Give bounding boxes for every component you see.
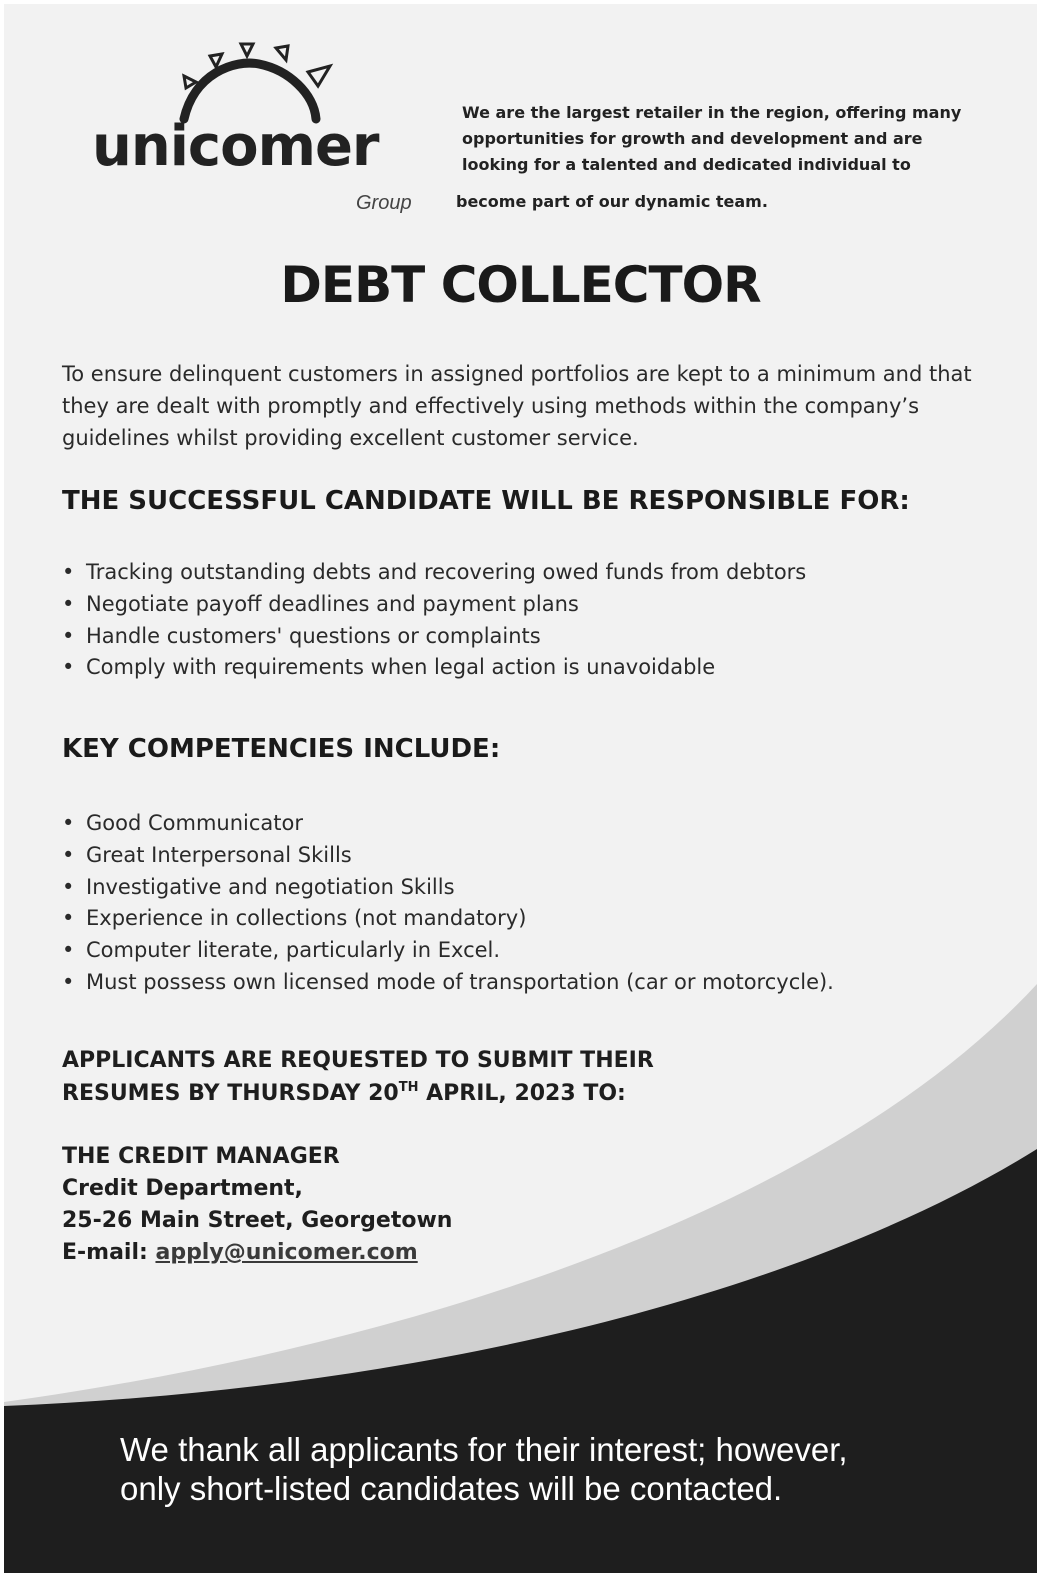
email-label: E-mail: <box>62 1240 156 1265</box>
competencies-list <box>62 808 834 999</box>
list-item-text: Tracking outstanding debts and recovering owed funds from debtors <box>86 560 807 584</box>
bullet: • <box>62 906 75 931</box>
contact-recipient: THE CREDIT MANAGER <box>62 1144 340 1169</box>
swoosh-background <box>4 4 1037 1573</box>
list-item-text: Must possess own licensed mode of transportation (car or motorcycle). <box>86 969 834 994</box>
list-item-text: Computer literate, particularly in Excel. <box>86 938 501 963</box>
list-item-text: Experience in collections (not mandatory) <box>86 906 527 931</box>
job-advertisement <box>4 4 1037 1573</box>
contact-address: 25-26 Main Street, Georgetown <box>62 1208 453 1233</box>
job-title: DEBT COLLECTOR <box>280 256 761 314</box>
responsibilities-list <box>62 557 806 684</box>
intro-line: We are the largest retailer in the region, offering many <box>462 103 962 122</box>
logo-wordmark: unicomer <box>92 114 379 179</box>
list-item-text: Comply with requirements when legal action is unavoidable <box>86 655 716 680</box>
unicomer-logo-mark <box>84 34 344 124</box>
deadline-line: APPLICANTS ARE REQUESTED TO SUBMIT THEIR <box>62 1048 654 1073</box>
list-item-text: Investigative and negotiation Skills <box>86 874 455 899</box>
bullet: • <box>62 874 75 899</box>
list-item <box>62 621 806 653</box>
list-item <box>62 557 806 589</box>
list-item <box>62 935 834 967</box>
competencies-heading: KEY COMPETENCIES INCLUDE: <box>62 734 501 764</box>
bullet: • <box>62 591 75 616</box>
list-item <box>62 840 834 872</box>
list-item <box>62 808 834 840</box>
bullet: • <box>62 842 75 867</box>
intro-line: looking for a talented and dedicated individual to <box>462 155 911 174</box>
list-item <box>62 903 834 935</box>
list-item-text: Great Interpersonal Skills <box>86 842 352 867</box>
application-deadline <box>62 1044 654 1110</box>
list-item <box>62 967 834 999</box>
bullet: • <box>62 623 75 648</box>
list-item-text: Good Communicator <box>86 811 303 835</box>
deadline-line <box>62 1077 654 1110</box>
bullet: • <box>62 811 75 835</box>
contact-department: Credit Department, <box>62 1176 303 1201</box>
list-item <box>62 589 806 621</box>
bullet: • <box>62 560 75 584</box>
list-item-text: Negotiate payoff deadlines and payment plans <box>86 591 579 616</box>
intro-line: opportunities for growth and development and are <box>462 129 923 148</box>
contact-block <box>62 1141 452 1269</box>
bullet: • <box>62 655 75 680</box>
bullet: • <box>62 938 75 963</box>
footer-line: only short-listed candidates will be contacted. <box>120 1470 783 1507</box>
deadline-text: RESUMES BY THURSDAY 20 <box>62 1081 399 1106</box>
intro-last-line: become part of our dynamic team. <box>456 192 768 211</box>
date-suffix: TH <box>398 1080 419 1095</box>
footer-note <box>120 1430 848 1508</box>
contact-email-row <box>62 1237 452 1269</box>
list-item <box>62 652 806 684</box>
bullet: • <box>62 969 75 994</box>
job-summary: To ensure delinquent customers in assigned portfolios are kept to a minimum and that they are dealt with promptly and effectively using methods within the company’s guidelines whilst providing excellent customer service. <box>62 362 972 450</box>
email-link[interactable]: apply@unicomer.com <box>155 1240 418 1265</box>
deadline-text: APRIL, 2023 TO: <box>418 1081 626 1106</box>
logo-subtitle: Group <box>356 192 412 214</box>
list-item-text: Handle customers' questions or complaints <box>86 623 541 648</box>
list-item <box>62 872 834 904</box>
intro-text <box>462 100 982 178</box>
footer-line: We thank all applicants for their interest; however, <box>120 1431 848 1468</box>
responsibilities-heading: THE SUCCESSFUL CANDIDATE WILL BE RESPONSIBLE FOR: <box>62 486 910 516</box>
